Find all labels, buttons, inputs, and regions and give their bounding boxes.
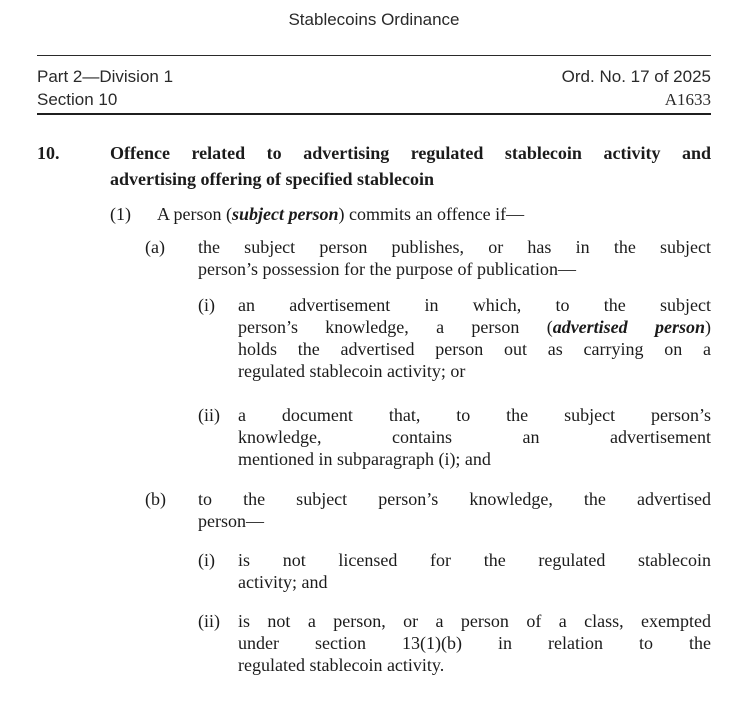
subparagraph-a-i-line-2 (238, 316, 711, 338)
subparagraph-b-ii-line-1: is not a person, or a person of a class, exempted (238, 611, 711, 631)
section-10-heading (37, 140, 711, 192)
subsection-1-label: (1) (110, 204, 131, 224)
defined-term-advertised-person: advertised person (552, 317, 705, 337)
subsection-1 (37, 203, 711, 225)
section-number: 10. (37, 143, 60, 163)
subparagraph-b-ii-line-3: regulated stablecoin activity. (238, 655, 445, 675)
paragraph-a-line-1: the subject person publishes, or has in the subject (198, 237, 711, 257)
part-division-ref: Part 2—Division 1 (37, 67, 174, 86)
text-run: ) (705, 317, 711, 337)
ordinance-number: Ord. No. 17 of 2025 (561, 67, 711, 86)
running-header (37, 65, 711, 111)
defined-term-subject-person: subject person (232, 204, 339, 224)
running-header-row-1 (37, 65, 711, 88)
subparagraph-b-i-line-2: activity; and (238, 572, 328, 592)
subparagraph-b-ii-line-2: under section 13(1)(b) in relation to the (238, 633, 711, 653)
subparagraph-a-ii-line-3: mentioned in subparagraph (i); and (238, 449, 491, 469)
text-run: ) commits an offence if— (338, 204, 525, 224)
paragraph-a-label: (a) (145, 237, 165, 257)
subparagraph-a-ii-line-1: a document that, to the subject person’s (238, 405, 711, 425)
subparagraph-a-i-line-4: regulated stablecoin activity; or (238, 361, 466, 381)
text-run: person’s knowledge, a person ( (238, 317, 553, 337)
header-bottom-rule (37, 113, 711, 115)
document-title: Stablecoins Ordinance (288, 10, 460, 29)
paragraph-b-line-2: person— (198, 511, 264, 531)
subparagraph-a-i-line-1: an advertisement in which, to the subject (238, 295, 711, 315)
subparagraph-a-ii (37, 404, 711, 470)
paragraph-b-label: (b) (145, 489, 166, 509)
subparagraph-b-i (37, 549, 711, 593)
paragraph-a (37, 236, 711, 280)
section-body (37, 140, 711, 676)
subsection-1-line-1 (157, 203, 711, 225)
subparagraph-a-ii-label: (ii) (198, 405, 220, 425)
subparagraph-b-i-line-1: is not licensed for the regulated stablecoin (238, 550, 711, 570)
subparagraph-b-i-label: (i) (198, 550, 215, 570)
section-ref: Section 10 (37, 90, 118, 109)
text-run: A person ( (157, 204, 232, 224)
subparagraph-a-i-label: (i) (198, 295, 215, 315)
subparagraph-a-i (37, 294, 711, 382)
section-heading-line-1: Offence related to advertising regulated stablecoin activity and (110, 143, 711, 163)
paragraph-a-line-2: person’s possession for the purpose of publication— (198, 259, 576, 279)
page-number: A1633 (664, 90, 711, 109)
header-top-rule (37, 55, 711, 56)
running-header-row-2 (37, 88, 711, 111)
subparagraph-b-ii-label: (ii) (198, 611, 220, 631)
section-heading-line-2: advertising offering of specified stablecoin (110, 169, 434, 189)
subparagraph-b-ii (37, 610, 711, 676)
subparagraph-a-i-line-3: holds the advertised person out as carrying on a (238, 339, 711, 359)
paragraph-b-line-1: to the subject person’s knowledge, the advertised (198, 489, 711, 509)
paragraph-b (37, 488, 711, 532)
ordinance-page (0, 10, 749, 709)
subparagraph-a-ii-line-2: knowledge, contains an advertisement (238, 427, 711, 447)
